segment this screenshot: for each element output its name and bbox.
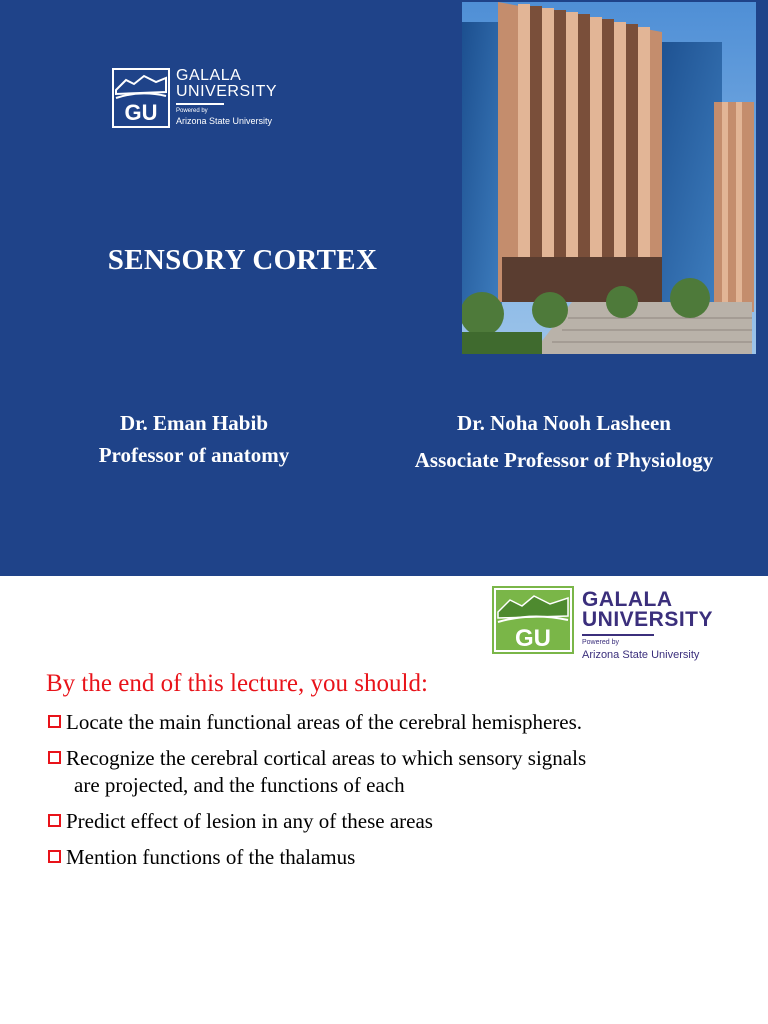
objective-text: Locate the main functional areas of the cerebral hemispheres. — [66, 710, 583, 734]
logo-line-university: UNIVERSITY — [582, 608, 714, 631]
author-1-name: Dr. Eman Habib — [119, 411, 268, 435]
logo-monogram: GU — [124, 100, 158, 125]
checkbox-bullet-icon — [48, 751, 61, 764]
objective-item — [48, 709, 582, 736]
logo-line-university: UNIVERSITY — [176, 83, 278, 100]
objective-item — [48, 844, 355, 871]
logo-partner: Arizona State University — [176, 116, 273, 126]
logo-partner: Arizona State University — [582, 649, 700, 661]
university-logo — [112, 68, 292, 130]
objective-item — [48, 808, 433, 835]
logo-rule — [582, 634, 654, 636]
gu-logo-icon — [112, 68, 170, 128]
logo-line-galala: GALALA — [176, 67, 242, 84]
author-card-1 — [40, 407, 348, 471]
logo-line-galala: GALALA — [582, 588, 673, 611]
logo-rule — [176, 103, 224, 105]
logo-monogram: GU — [515, 625, 551, 652]
objective-text-continuation: are projected, and the functions of each — [74, 773, 405, 797]
author-card-2 — [376, 405, 752, 479]
logo-powered-by: Powered by — [582, 639, 619, 646]
slide-title: SENSORY CORTEX — [107, 244, 378, 276]
logo-powered-by: Powered by — [176, 108, 208, 114]
author-1-role: Professor of anatomy — [98, 443, 290, 467]
objective-text: Predict effect of lesion in any of these areas — [66, 809, 433, 833]
checkbox-bullet-icon — [48, 850, 61, 863]
objective-item — [48, 745, 758, 799]
checkbox-bullet-icon — [48, 814, 61, 827]
gu-logo-icon — [492, 586, 574, 654]
objective-text: Mention functions of the thalamus — [66, 845, 356, 869]
university-logo — [492, 586, 752, 666]
author-2-role: Associate Professor of Physiology — [414, 448, 714, 472]
author-2-name: Dr. Noha Nooh Lasheen — [457, 411, 671, 435]
objectives-heading: By the end of this lecture, you should: — [46, 670, 428, 697]
campus-building-photo — [462, 2, 756, 354]
objectives-slide — [0, 576, 768, 1024]
objective-text: Recognize the cerebral cortical areas to which sensory signals — [66, 746, 587, 770]
checkbox-bullet-icon — [48, 715, 61, 728]
